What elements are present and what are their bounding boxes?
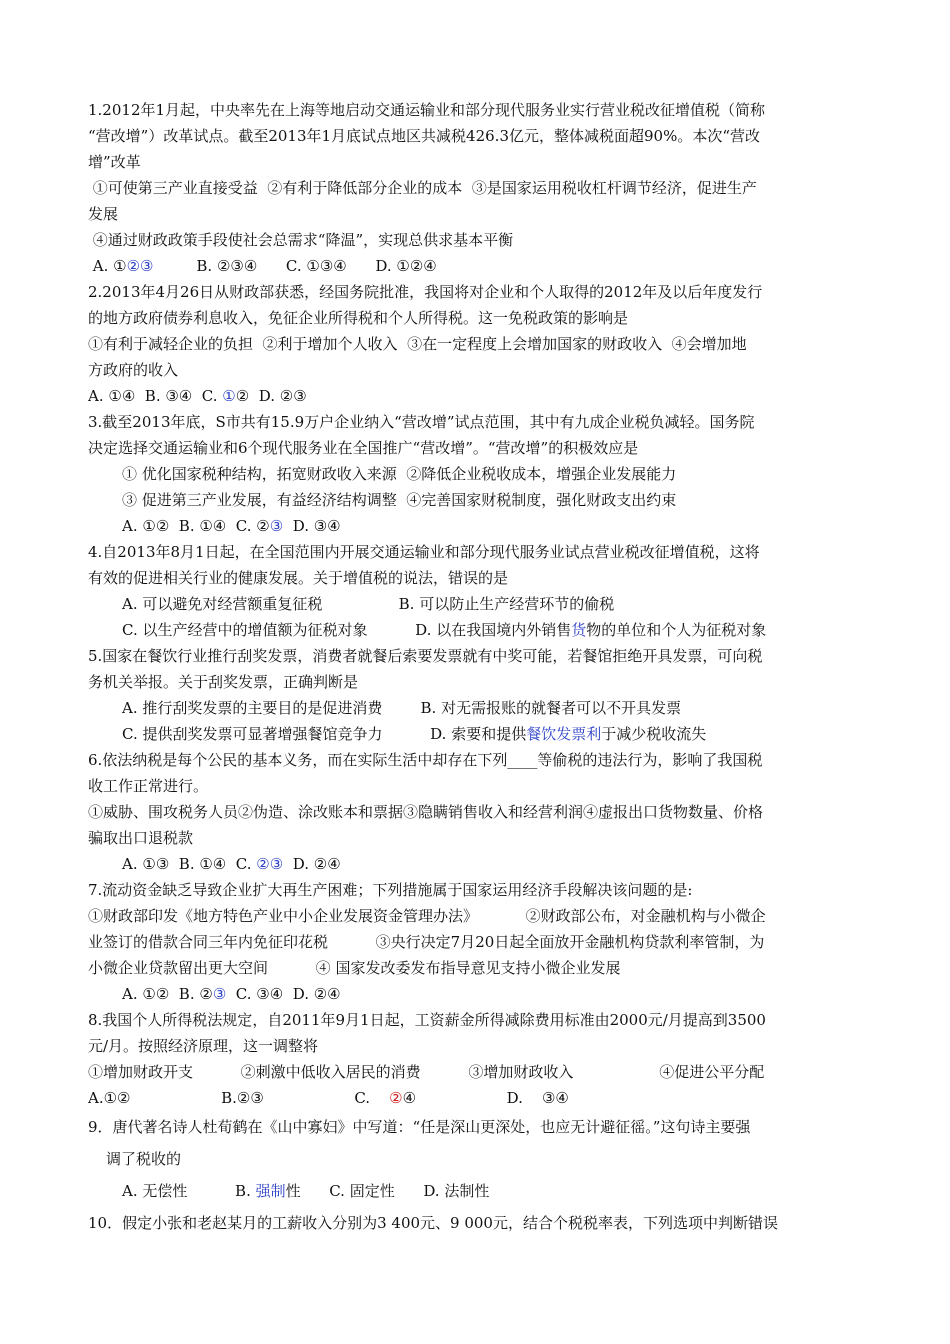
statement-line: ①有利于减轻企业的负担 ②利于增加个人收入 ③在一定程度上会增加国家的财政收入 ④会增加地 (88, 335, 747, 353)
question-text: 1.2012年1月起，中央率先在上海等地启动交通运输业和部分现代服务业实行营业税改征增值税（简称 (88, 101, 766, 119)
question-text: “营改增”）改革试点。截至2013年1月底试点地区共减税426.3亿元，整体减税面超90%。本次“营改 (88, 127, 761, 145)
question-text: 增”改革 (88, 153, 141, 171)
question-9 (88, 1111, 868, 1207)
question-10 (88, 1207, 868, 1239)
question-4 (88, 539, 868, 643)
handwritten-mark: 餐饮发票利 (526, 725, 602, 743)
statement-line: 发展 (88, 205, 119, 223)
statement-line: ①财政部印发《地方特色产业中小企业发展资金管理办法》 ②财政部公布，对金融机构与小微企 (88, 907, 766, 925)
question-text: 调了税收的 (106, 1150, 182, 1168)
question-text: 元/月。按照经济原理，这一调整将 (88, 1037, 319, 1055)
answer-options: A. 推行刮奖发票的主要目的是促进消费 B. 对无需报账的就餐者可以不开具发票 (122, 699, 682, 717)
question-text: 务机关举报。关于刮奖发票，正确判断是 (88, 673, 359, 691)
question-text: 10．假定小张和老赵某月的工薪收入分别为3 400元、9 000元，结合个税税率表，下列选项中判断错误 (88, 1214, 778, 1232)
handwritten-mark: ②③ (256, 855, 284, 873)
statement-line: ③ 促进第三产业发展，有益经济结构调整 ④完善国家财税制度，强化财政支出约束 (122, 491, 677, 509)
handwritten-mark: 货 (571, 621, 587, 639)
answer-options: A. ①②③ B. ②③④ C. ①③④ D. ①②④ (88, 257, 437, 275)
answer-options: C. 以生产经营中的增值额为征税对象 D. 以在我国境内外销售货物的单位和个人为征税对象 (122, 621, 767, 639)
answer-options: C. 提供刮奖发票可显著增强餐馆竞争力 D. 索要和提供餐饮发票利于减少税收流失 (122, 725, 707, 743)
question-text: 有效的促进相关行业的健康发展。关于增值税的说法，错误的是 (88, 569, 509, 587)
answer-options: A. ①④ B. ③④ C. ①② D. ②③ (88, 387, 307, 405)
handwritten-mark: ③ (212, 985, 227, 1003)
question-8 (88, 1007, 868, 1111)
question-text: 收工作正常进行。 (88, 777, 209, 795)
statement-line: 方政府的收入 (88, 361, 179, 379)
answer-options: A. ①② B. ②③ C. ③④ D. ②④ (122, 985, 341, 1003)
handwritten-mark: 强制 (255, 1182, 286, 1200)
handwritten-mark: ③ (269, 517, 284, 535)
question-7 (88, 877, 868, 1007)
statement-line: ①增加财政开支 ②刺激中低收入居民的消费 ③增加财政收入 ④促进公平分配 (88, 1063, 765, 1081)
statement-line: 小微企业贷款留出更大空间 ④ 国家发改委发布指导意见支持小微企业发展 (88, 959, 621, 977)
question-text: 8.我国个人所得税法规定，自2011年9月1日起，工资薪金所得减除费用标准由2000元/月提高到3500 (88, 1011, 766, 1029)
answer-options: A.①② B.②③ C. ②④ D. ③④ (88, 1089, 569, 1107)
question-text: 的地方政府债券利息收入，免征企业所得税和个人所得税。这一免税政策的影响是 (88, 309, 629, 327)
handwritten-mark: ② (389, 1089, 403, 1107)
statement-line: 骗取出口退税款 (88, 829, 194, 847)
statement-line: ①可使第三产业直接受益 ②有利于降低部分企业的成本 ③是国家运用税收杠杆调节经济，促进生产 (88, 179, 757, 197)
question-5 (88, 643, 868, 747)
question-text: 3.截至2013年底，S市共有15.9万户企业纳入“营改增”试点范围，其中有九成企业税负减轻。国务院 (88, 413, 755, 431)
question-6 (88, 747, 868, 877)
question-text: 2.2013年4月26日从财政部获悉，经国务院批准，我国将对企业和个人取得的2012年及以后年度发行 (88, 283, 763, 301)
answer-options: A. ①② B. ①④ C. ②③ D. ③④ (122, 517, 341, 535)
answer-options: A. 无偿性 B. 强制性 C. 固定性 D. 法制性 (122, 1182, 490, 1200)
question-text: 9．唐代著名诗人杜荀鹤在《山中寡妇》中写道：“任是深山更深处，也应无计避征徭。”这句诗主要强 (88, 1118, 751, 1136)
question-text: 7.流动资金缺乏导致企业扩大再生产困难；下列措施属于国家运用经济手段解决该问题的是: (88, 881, 693, 899)
answer-options: A. 可以避免对经营额重复征税 B. 可以防止生产经营环节的偷税 (122, 595, 615, 613)
question-1 (88, 97, 868, 279)
exam-content (88, 97, 868, 1239)
question-text: 4.自2013年8月1日起，在全国范围内开展交通运输业和部分现代服务业试点营业税改征增值税，这将 (88, 543, 760, 561)
question-2 (88, 279, 868, 409)
statement-line: ① 优化国家税种结构，拓宽财政收入来源 ②降低企业税收成本，增强企业发展能力 (122, 465, 677, 483)
handwritten-mark: ②③ (126, 257, 154, 275)
question-text: 决定选择交通运输业和6个现代服务业在全国推广“营改增”。“营改增”的积极效应是 (88, 439, 639, 457)
statement-line: 业签订的借款合同三年内免征印花税 ③央行决定7月20日起全面放开金融机构贷款利率管制，为 (88, 933, 765, 951)
statement-line: ①威胁、围攻税务人员②伪造、涂改账本和票据③隐瞒销售收入和经营利润④虚报出口货物数量、价格 (88, 803, 764, 821)
statement-line: ④通过财政政策手段使社会总需求“降温”，实现总供求基本平衡 (88, 231, 514, 249)
question-3 (88, 409, 868, 539)
question-text: 5.国家在餐饮行业推行刮奖发票，消费者就餐后索要发票就有中奖可能，若餐馆拒绝开具发票，可向税 (88, 647, 763, 665)
answer-options: A. ①③ B. ①④ C. ②③ D. ②④ (122, 855, 341, 873)
handwritten-mark: ① (222, 387, 236, 405)
question-text: 6.依法纳税是每个公民的基本义务，而在实际生活中却存在下列____等偷税的违法行为，影响了我国税 (88, 751, 763, 769)
